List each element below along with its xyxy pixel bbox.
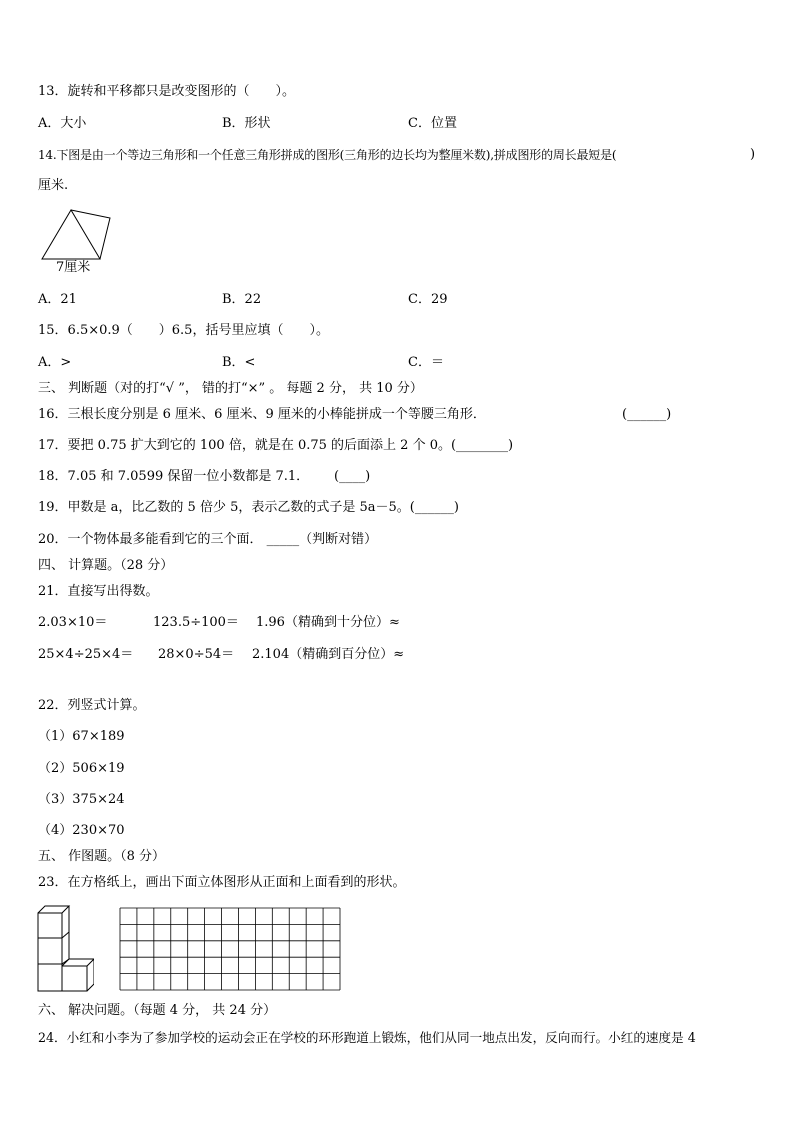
cube-stack-figure bbox=[36, 904, 94, 996]
q21-r2-c3: 2.104（精确到百分位）≈ bbox=[252, 647, 405, 662]
section-3-title: 三、 判断题（对的打“√ ”， 错的打“×” 。 每题 2 分， 共 10 分） bbox=[38, 381, 423, 396]
q21-r2-c2: 28×0÷54＝ bbox=[158, 647, 235, 662]
q17-stem: 17．要把 0.75 扩大到它的 100 倍，就是在 0.75 的后面添上 2 个 0。(________) bbox=[38, 438, 514, 453]
q14-option-a: A．21 bbox=[38, 292, 77, 307]
q21-stem: 21．直接写出得数。 bbox=[38, 584, 159, 599]
q19-stem: 19．甲数是 a，比乙数的 5 倍少 5，表示乙数的式子是 5a－5。(______) bbox=[38, 500, 459, 515]
q16-blank: (______) bbox=[622, 407, 672, 422]
q14-stem-paren-close: ) bbox=[750, 147, 756, 162]
q15-option-a: A．> bbox=[38, 355, 72, 370]
q22-item-4: （4）230×70 bbox=[38, 823, 125, 838]
q22-item-3: （3）375×24 bbox=[38, 792, 125, 807]
q23-stem: 23．在方格纸上，画出下面立体图形从正面和上面看到的形状。 bbox=[38, 875, 406, 890]
q21-r2-c1: 25×4÷25×4＝ bbox=[38, 647, 134, 662]
section-5-title: 五、 作图题。（8 分） bbox=[38, 849, 166, 864]
section-4-title: 四、 计算题。（28 分） bbox=[38, 558, 174, 573]
q13-option-c: C．位置 bbox=[408, 116, 457, 131]
q22-item-2: （2）506×19 bbox=[38, 761, 125, 776]
q18-stem: 18．7.05 和 7.0599 保留一位小数都是 7.1． bbox=[38, 469, 310, 484]
q22-item-1: （1）67×189 bbox=[38, 729, 125, 744]
q16-stem: 16．三根长度分别是 6 厘米、6 厘米、9 厘米的小棒能拼成一个等腰三角形． bbox=[38, 407, 486, 422]
q14-stem-line2: 厘米. bbox=[38, 178, 69, 193]
grid-paper[interactable] bbox=[118, 906, 342, 992]
q15-option-c: C．＝ bbox=[408, 355, 444, 370]
q14-option-c: C．29 bbox=[408, 292, 448, 307]
q24-stem: 24．小红和小李为了参加学校的运动会正在学校的环形跑道上锻炼，他们从同一地点出发，反向而行。小红的速度是 4 bbox=[38, 1030, 696, 1045]
q21-r1-c2: 123.5÷100＝ bbox=[153, 615, 239, 630]
q14-stem-line1: 14.下图是由一个等边三角形和一个任意三角形拼成的图形(三角形的边长均为整厘米数),拼成图形的周长最短是( bbox=[38, 148, 617, 162]
section-6-title: 六、 解决问题。（每题 4 分， 共 24 分） bbox=[38, 1003, 277, 1018]
triangle-figure bbox=[42, 210, 110, 259]
q13-stem: 13．旋转和平移都只是改变图形的（ ）。 bbox=[38, 84, 296, 99]
q18-blank: (____) bbox=[334, 469, 371, 484]
q22-stem: 22．列竖式计算。 bbox=[38, 698, 146, 713]
q20-stem: 20．一个物体最多能看到它的三个面． _____（判断对错） bbox=[38, 532, 378, 547]
q15-stem: 15．6.5×0.9（ ）6.5，括号里应填（ ）。 bbox=[38, 323, 329, 338]
q13-option-a: A．大小 bbox=[38, 116, 87, 131]
q13-option-b: B．形状 bbox=[222, 116, 271, 131]
q21-r1-c1: 2.03×10＝ bbox=[38, 615, 108, 630]
q14-option-b: B．22 bbox=[222, 292, 262, 307]
q15-option-b: B．< bbox=[222, 355, 256, 370]
q14-figure-label: 7厘米 bbox=[56, 260, 91, 275]
q21-r1-c3: 1.96（精确到十分位）≈ bbox=[256, 615, 400, 630]
